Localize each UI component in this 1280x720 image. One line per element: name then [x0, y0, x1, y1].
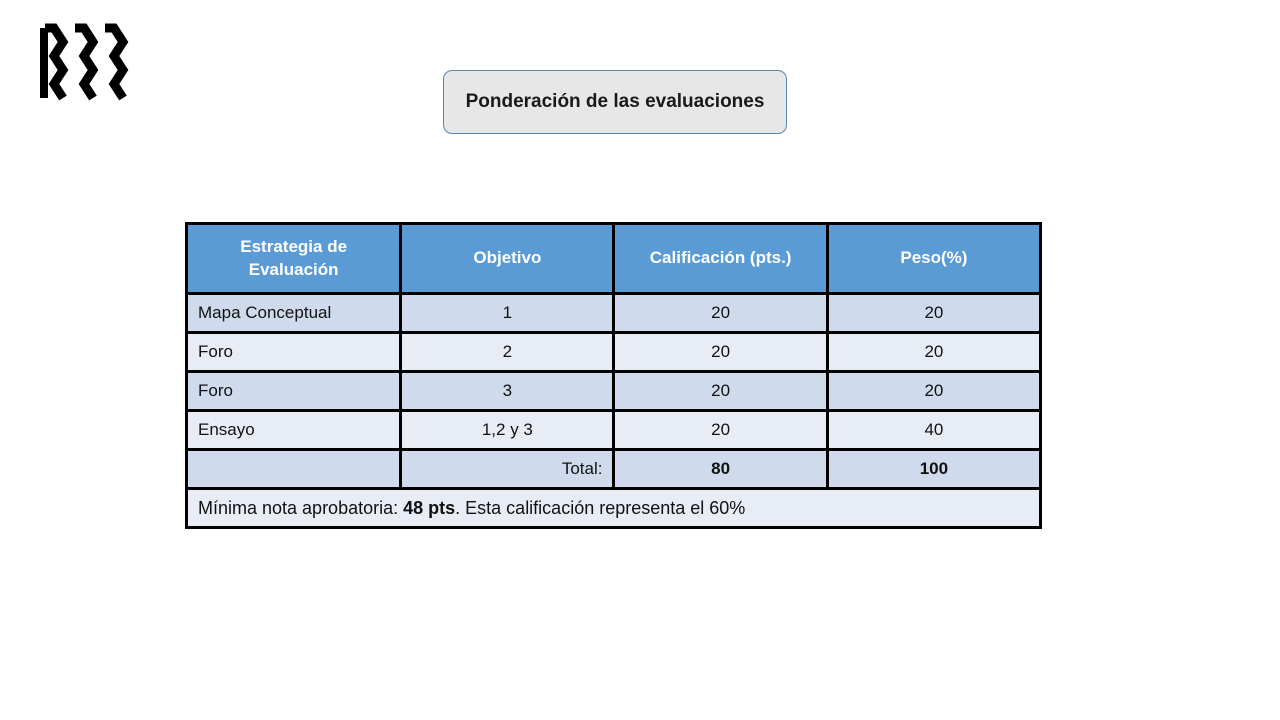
cell-empty	[187, 450, 401, 489]
cell-objetivo: 2	[401, 333, 614, 372]
table-row	[187, 333, 1041, 372]
note-suffix: . Esta calificación representa el 60%	[455, 497, 746, 518]
cell-objetivo: 3	[401, 372, 614, 411]
table-row	[187, 294, 1041, 333]
cell-objetivo: 1,2 y 3	[401, 411, 614, 450]
cell-peso: 20	[827, 333, 1040, 372]
page-title: Ponderación de las evaluaciones	[443, 70, 787, 134]
institution-logo-icon	[38, 22, 136, 102]
column-header-objetivo: Objetivo	[401, 224, 614, 294]
column-header-calificacion: Calificación (pts.)	[614, 224, 827, 294]
evaluation-table	[185, 222, 1042, 529]
passing-grade-note	[187, 489, 1041, 528]
cell-estrategia: Ensayo	[187, 411, 401, 450]
cell-calificacion: 20	[614, 372, 827, 411]
cell-peso: 40	[827, 411, 1040, 450]
total-row	[187, 450, 1041, 489]
total-label: Total:	[401, 450, 614, 489]
cell-calificacion: 20	[614, 411, 827, 450]
cell-estrategia: Foro	[187, 372, 401, 411]
column-header-peso: Peso(%)	[827, 224, 1040, 294]
note-row	[187, 489, 1041, 528]
note-highlight: 48 pts	[403, 497, 456, 518]
cell-calificacion: 20	[614, 333, 827, 372]
note-prefix: Mínima nota aprobatoria:	[198, 497, 404, 518]
cell-estrategia: Mapa Conceptual	[187, 294, 401, 333]
cell-calificacion: 20	[614, 294, 827, 333]
table-row	[187, 411, 1041, 450]
column-header-estrategia: Estrategia de Evaluación	[187, 224, 401, 294]
total-peso: 100	[827, 450, 1040, 489]
table-row	[187, 372, 1041, 411]
total-calificacion: 80	[614, 450, 827, 489]
cell-objetivo: 1	[401, 294, 614, 333]
table-header-row	[187, 224, 1041, 294]
cell-peso: 20	[827, 294, 1040, 333]
cell-peso: 20	[827, 372, 1040, 411]
cell-estrategia: Foro	[187, 333, 401, 372]
